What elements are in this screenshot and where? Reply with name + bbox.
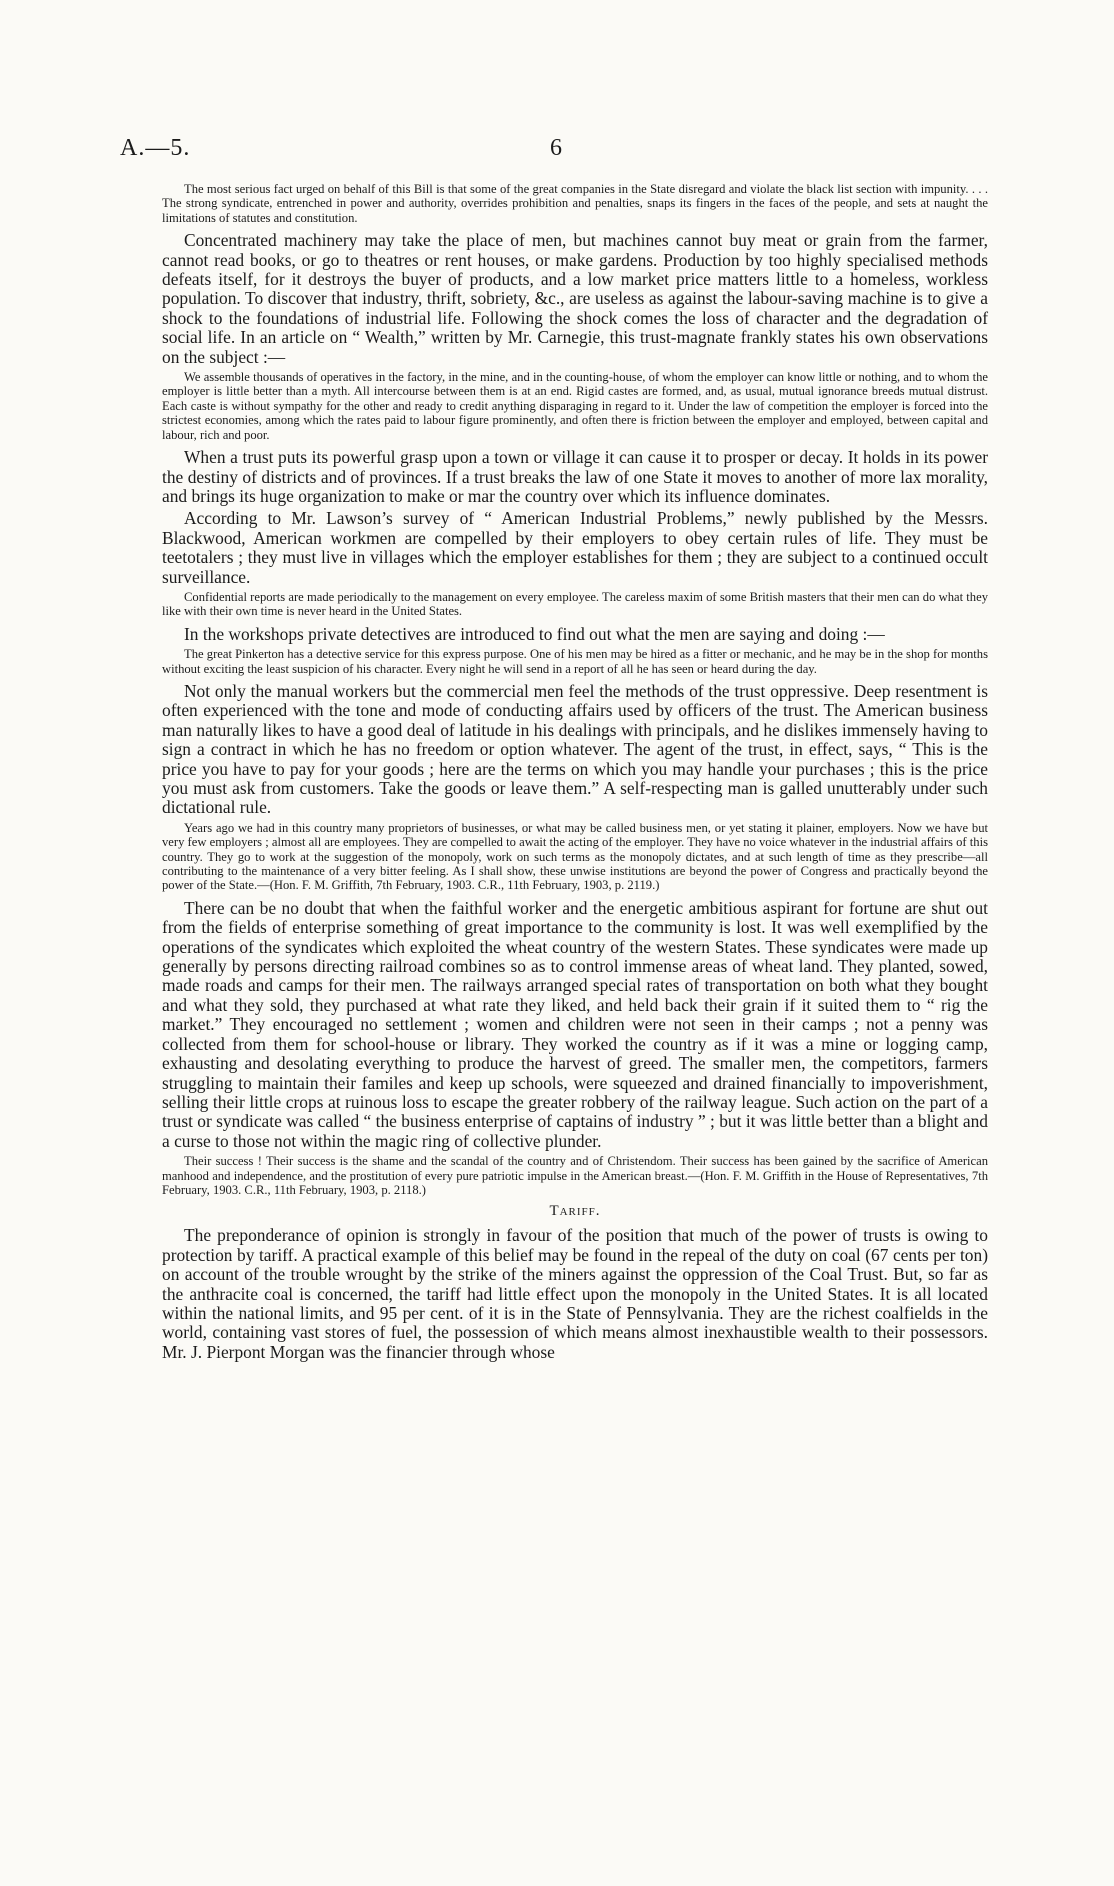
paragraph: Not only the manual workers but the commercial men feel the methods of the trust oppressive. Deep resentment is often experienced with the tone and mode of conducting affairs used by officers of the trust. The American business man naturally likes to have a good deal of latitude in his dealings with principals, and he dislikes immensely having to sign a contract in which he has no freedom or option whatever. The agent of the trust, in effect, says, “ This is the price you have to pay for your goods ; here are the terms on which you may handle your purchases ; this is the price you must ask from customers. Take the goods or leave them.” A self-respecting man is galled unutterably under such dictational rule.: [162, 680, 988, 818]
paragraph: The preponderance of opinion is strongly in favour of the position that much of the power of trusts is owing to protection by tariff. A practical example of this belief may be found in the repeal of the duty on coal (67 cents per ton) on account of the trouble wrought by the strike of the miners against the oppression of the Coal Trust. But, so far as the anthracite coal is concerned, the tariff had little effect upon the monopoly in the United States. It is all located within the national limits, and 95 per cent. of it is in the State of Pennsylvania. They are the richest coalfields in the world, containing vast stores of fuel, the possession of which means almost inexhaustible wealth to their possessors. Mr. J. Pierpont Morgan was the financier through whose: [162, 1225, 988, 1362]
quote-block: The great Pinkerton has a detective service for this express purpose. One of his men may be hired as a fitter or mechanic, and he may be in the shop for months without exciting the least suspicion of his character. Every night he will send in a report of all he has seen or heard during the day.: [162, 647, 988, 676]
quote-block: Their success ! Their success is the shame and the scandal of the country and of Christendom. Their success has been gained by the sacrifice of American manhood and independence, and the prostitution of every pure patriotic impulse in the American breast.—(Hon. F. M. Griffith in the House of Representatives, 7th February, 1903. C.R., 11th February, 1903, p. 2118.): [162, 1154, 988, 1197]
quote-block: We assemble thousands of operatives in the factory, in the mine, and in the counting-house, of whom the employer can know little or nothing, and to whom the employer is little better than a myth. All intercourse between them is at an end. Rigid castes are formed, and, as usual, mutual ignorance breeds mutual distrust. Each caste is without sympathy for the other and ready to credit anything disparaging in regard to it. Under the law of competition the employer is forced into the strictest economies, among which the rates paid to labour figure prominently, and often there is friction between the employer and employed, between capital and labour, rich and poor.: [162, 370, 988, 442]
page-header: [120, 135, 980, 175]
paragraph: When a trust puts its powerful grasp upon a town or village it can cause it to prosper or decay. It holds in its power the destiny of districts and of provinces. If a trust breaks the law of one State it moves to another of more lax morality, and brings its huge organization to make or mar the country over which its influence dominates.: [162, 447, 988, 506]
paragraph: There can be no doubt that when the faithful worker and the energetic ambitious aspirant for fortune are shut out from the fields of enterprise something of great importance to the community is lost. It was well exemplified by the operations of the syndicates which exploited the wheat country of the western States. These syndicates were made up generally by persons directing railroad combines so as to control immense areas of wheat land. They planted, sowed, made roads and camps for their men. The railways arranged special rates of transportation on both what they bought and what they sold, they purchased at what rate they liked, and held back their grain if it suited them to “ rig the market.” They encouraged no settlement ; women and children were not seen in their camps ; not a penny was collected from them for school-house or library. They worked the country as if it was a mine or logging camp, exhausting and desolating everything to produce the harvest of greed. The smaller men, the competitors, farmers struggling to maintain their familes and keep up schools, were squeezed and drained financially to impoverishment, selling their little crops at ruinous loss to escape the greater robbery of the railway league. Such action on the part of a trust or syndicate was called “ the business enterprise of captains of industry ” ; but it was little better than a blight and a curse to those not within the magic ring of collective plunder.: [162, 897, 988, 1151]
page-body: [162, 182, 988, 1365]
quote-block: The most serious fact urged on behalf of this Bill is that some of the great companies in the State disregard and violate the black list section with impunity. . . . The strong syndicate, entrenched in power and authority, overrides prohibition and penalties, snaps its fingers in the faces of the people, and sets at naught the limitations of statutes and constitution.: [162, 182, 988, 225]
quote-block: Confidential reports are made periodically to the management on every employee. The careless maxim of some British masters that their men can do what they like with their own time is never heard in the United States.: [162, 589, 988, 619]
page-number: 6: [550, 135, 562, 161]
paragraph: In the workshops private detectives are introduced to find out what the men are saying and doing :—: [184, 623, 885, 644]
paragraph: According to Mr. Lawson’s survey of “ American Industrial Problems,” newly published by the Messrs. Blackwood, American workmen are compelled by their employers to obey certain rules of life. They must be teetotalers ; they must live in villages which the employer establishes for them ; they are subject to a continued occult surveillance.: [162, 508, 988, 587]
quote-block: Years ago we had in this country many proprietors of businesses, or what may be called business men, or yet stating it plainer, employers. Now we have but very few employers ; almost all are employees. They are compelled to await the acting of the employer. They have no voice whatever in the industrial affairs of this country. They go to work at the suggestion of the monopoly, work on such terms as the monopoly dictates, and at such length of time as they prescribe—all contributing to the maintenance of a very bitter feeling. As I shall show, these unwise institutions are beyond the power of Congress and practically beyond the power of the State.—(Hon. F. M. Griffith, 7th February, 1903. C.R., 11th February, 1903, p. 2119.): [162, 820, 988, 893]
section-heading-tariff: Tariff.: [549, 1203, 601, 1220]
paragraph: Concentrated machinery may take the place of men, but machines cannot buy meat or grain from the farmer, cannot read books, or go to theatres or rent houses, or make gardens. Production by too highly specialised methods defeats itself, for it destroys the buyer of products, and a low market price matters little to a homeless, workless population. To discover that industry, thrift, sobriety, &c., are useless as against the labour-saving machine is to give a shock to the foundations of industrial life. Following the shock comes the loss of character and the degradation of social life. In an article on “ Wealth,” written by Mr. Carnegie, this trust-magnate frankly states his own observations on the subject :—: [162, 230, 988, 367]
paper-reference: A.—5.: [120, 135, 191, 161]
